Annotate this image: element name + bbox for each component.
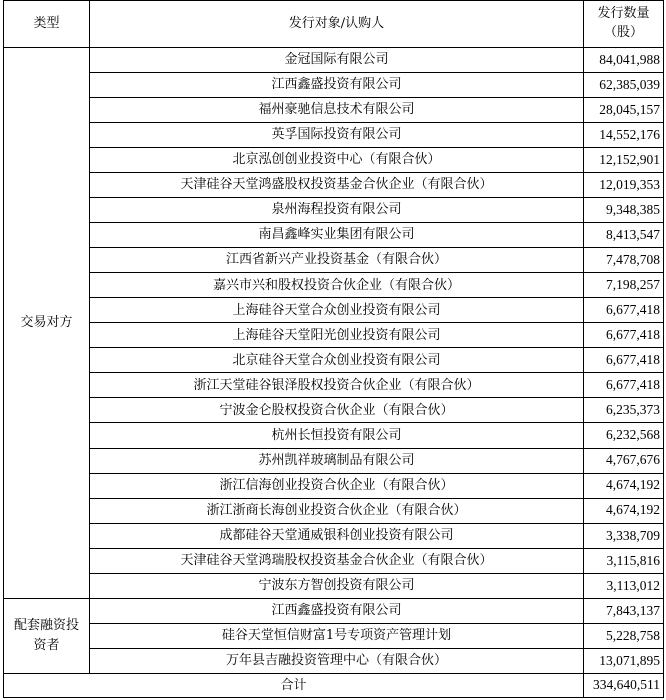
share-count: 5,228,758 <box>584 623 664 648</box>
party-name: 福州豪驰信息技术有限公司 <box>90 98 584 123</box>
table-row <box>4 398 664 423</box>
party-name: 浙江天堂硅谷银泽股权投资合伙企业（有限合伙） <box>90 373 584 398</box>
table-row <box>4 98 664 123</box>
header-shares <box>584 1 664 48</box>
party-name: 南昌鑫峰实业集团有限公司 <box>90 223 584 248</box>
share-count: 6,232,568 <box>584 423 664 448</box>
share-count: 7,198,257 <box>584 273 664 298</box>
party-name: 宁波东方智创投资有限公司 <box>90 573 584 598</box>
share-count: 6,677,418 <box>584 373 664 398</box>
group-type-cell <box>4 598 90 673</box>
share-count: 8,413,547 <box>584 223 664 248</box>
share-count: 3,115,816 <box>584 548 664 573</box>
share-count: 12,152,901 <box>584 148 664 173</box>
table-row <box>4 48 664 73</box>
share-count: 6,677,418 <box>584 323 664 348</box>
party-name: 泉州海程投资有限公司 <box>90 198 584 223</box>
party-name: 硅谷天堂恒信财富1号专项资产管理计划 <box>90 623 584 648</box>
table-row <box>4 423 664 448</box>
party-name: 苏州凯祥玻璃制品有限公司 <box>90 448 584 473</box>
share-count: 28,045,157 <box>584 98 664 123</box>
table-row <box>4 648 664 673</box>
party-name: 浙江浙商长海创业投资合伙企业（有限合伙） <box>90 498 584 523</box>
table-row <box>4 298 664 323</box>
table-row <box>4 348 664 373</box>
header-shares-line2: （股） <box>603 25 643 40</box>
share-count: 7,478,708 <box>584 248 664 273</box>
party-name: 嘉兴市兴和股权投资合伙企业（有限合伙） <box>90 273 584 298</box>
table-row <box>4 598 664 623</box>
table-row <box>4 623 664 648</box>
party-name: 上海硅谷天堂合众创业投资有限公司 <box>90 298 584 323</box>
total-label: 合计 <box>4 674 584 698</box>
table-row <box>4 323 664 348</box>
table-row <box>4 148 664 173</box>
share-count: 6,235,373 <box>584 398 664 423</box>
party-name: 天津硅谷天堂鸿盛股权投资基金合伙企业（有限合伙） <box>90 173 584 198</box>
party-name: 金冠国际有限公司 <box>90 48 584 73</box>
party-name: 江西省新兴产业投资基金（有限合伙） <box>90 248 584 273</box>
party-name: 万年县吉融投资管理中心（有限合伙） <box>90 648 584 673</box>
share-count: 4,674,192 <box>584 498 664 523</box>
party-name: 浙江信海创业投资合伙企业（有限合伙） <box>90 473 584 498</box>
share-count: 13,071,895 <box>584 648 664 673</box>
table-row <box>4 198 664 223</box>
total-row <box>4 674 664 698</box>
party-name: 江西鑫盛投资有限公司 <box>90 73 584 98</box>
total-shares: 334,640,511 <box>584 674 664 698</box>
table-row <box>4 573 664 598</box>
party-name: 杭州长恒投资有限公司 <box>90 423 584 448</box>
share-count: 4,767,676 <box>584 448 664 473</box>
table-row <box>4 523 664 548</box>
share-count: 12,019,353 <box>584 173 664 198</box>
header-type: 类型 <box>4 1 90 48</box>
table-row <box>4 123 664 148</box>
share-count: 9,348,385 <box>584 198 664 223</box>
table-row <box>4 248 664 273</box>
party-name: 天津硅谷天堂鸿瑞股权投资基金合伙企业（有限合伙） <box>90 548 584 573</box>
header-party: 发行对象/认购人 <box>90 1 584 48</box>
header-row <box>4 1 664 48</box>
table-row <box>4 223 664 248</box>
header-shares-line1: 发行数量 <box>597 6 650 22</box>
share-count: 6,677,418 <box>584 298 664 323</box>
table-row <box>4 173 664 198</box>
share-count: 62,385,039 <box>584 73 664 98</box>
share-count: 84,041,988 <box>584 48 664 73</box>
party-name: 成都硅谷天堂通威银科创业投资有限公司 <box>90 523 584 548</box>
group-type-label: 交易对方 <box>20 314 73 330</box>
share-count: 3,113,012 <box>584 573 664 598</box>
party-name: 宁波金仑股权投资合伙企业（有限合伙） <box>90 398 584 423</box>
table-row <box>4 498 664 523</box>
table-row <box>4 73 664 98</box>
table-row <box>4 473 664 498</box>
party-name: 北京硅谷天堂合众创业投资有限公司 <box>90 348 584 373</box>
share-count: 4,674,192 <box>584 473 664 498</box>
share-count: 7,843,137 <box>584 598 664 623</box>
group-type-cell <box>4 48 90 599</box>
party-name: 北京泓创创业投资中心（有限合伙） <box>90 148 584 173</box>
party-name: 江西鑫盛投资有限公司 <box>90 598 584 623</box>
group-type-label: 配套融资投资者 <box>13 617 79 653</box>
share-count: 14,552,176 <box>584 123 664 148</box>
table-row <box>4 448 664 473</box>
share-count: 6,677,418 <box>584 348 664 373</box>
party-name: 英孚国际投资有限公司 <box>90 123 584 148</box>
table-row <box>4 548 664 573</box>
party-name: 上海硅谷天堂阳光创业投资有限公司 <box>90 323 584 348</box>
table-row <box>4 273 664 298</box>
share-issuance-table <box>3 0 664 698</box>
share-count: 3,338,709 <box>584 523 664 548</box>
table-row <box>4 373 664 398</box>
table-body <box>4 48 664 674</box>
